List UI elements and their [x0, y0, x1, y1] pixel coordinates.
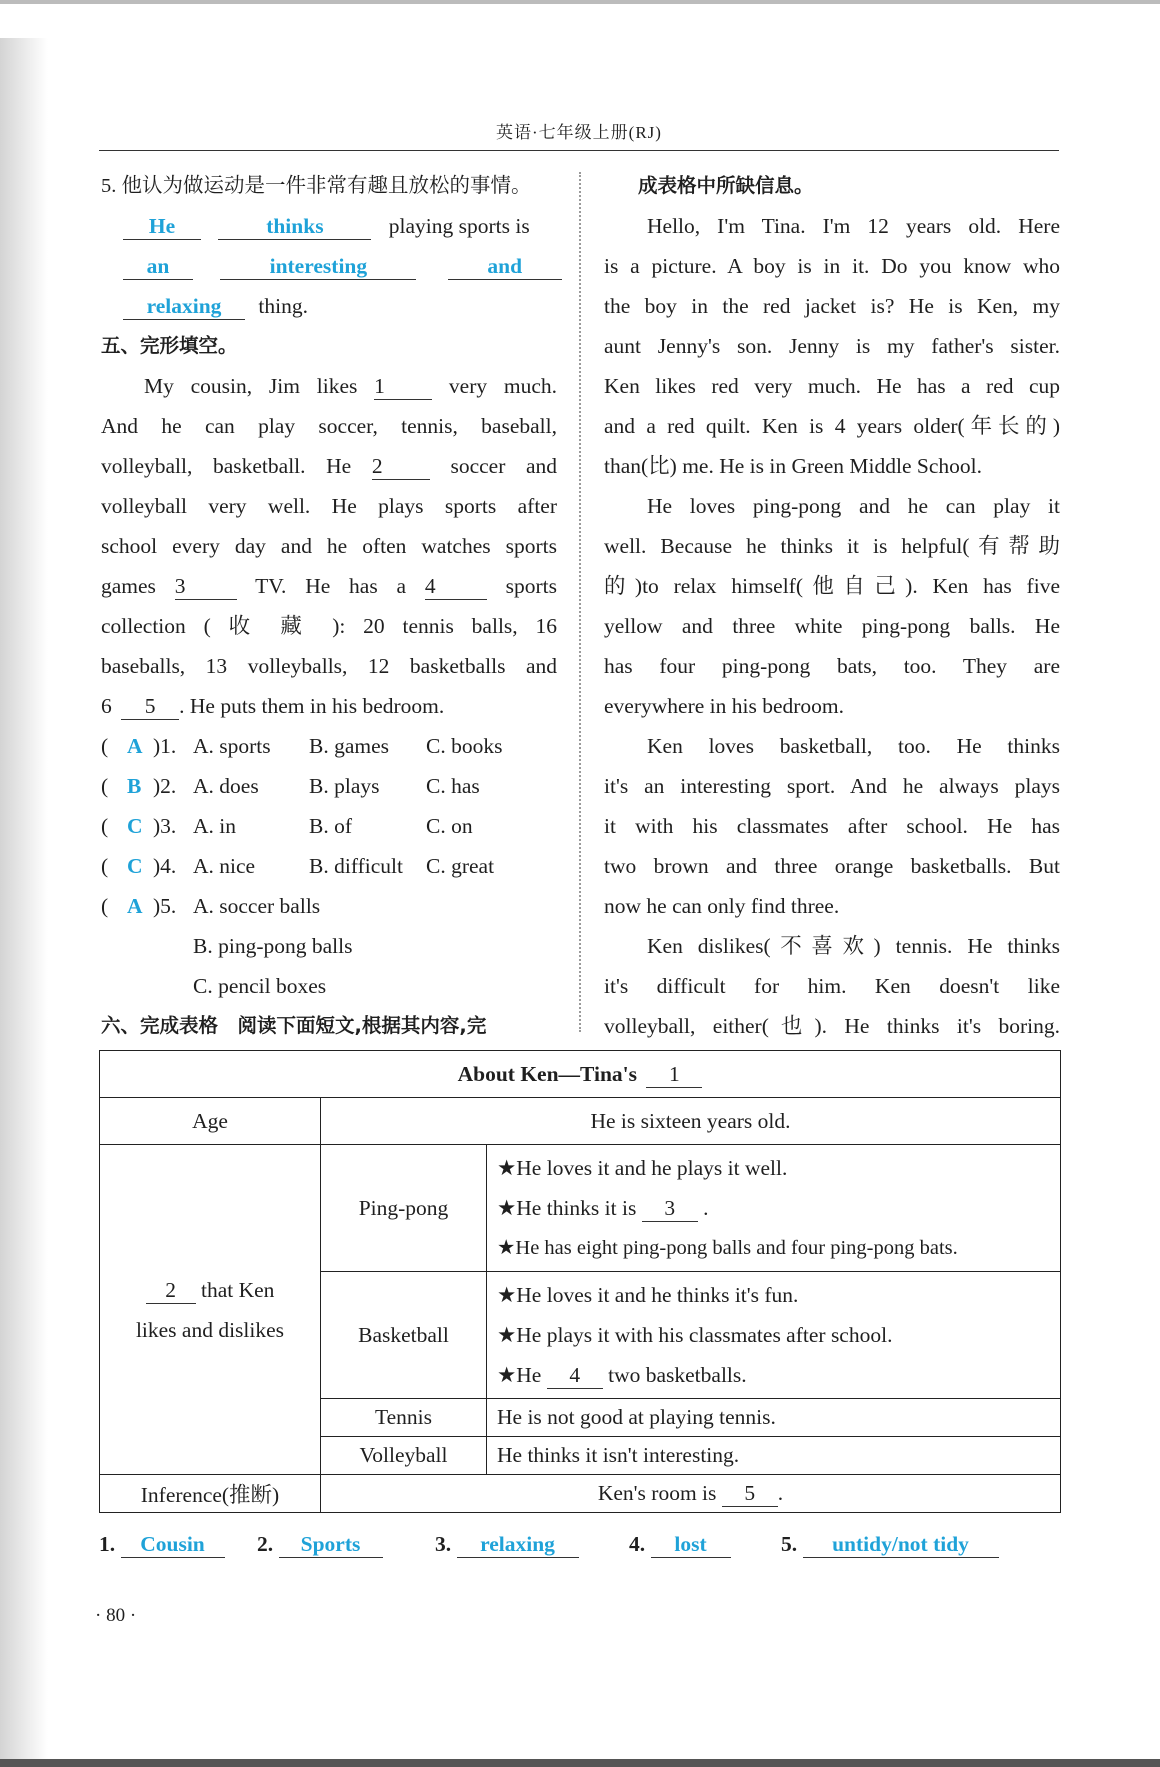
cloze-text: sports [505, 574, 558, 598]
passage-line: Ken likes red very much. He has a red cup [604, 374, 1060, 398]
table-blank-3: 3 [642, 1195, 698, 1222]
likes-label: that Ken [200, 1277, 275, 1302]
q5-line-3 [101, 286, 557, 326]
passage-line: everywhere in his bedroom. [604, 694, 845, 718]
table-title: About Ken—Tina's [457, 1061, 638, 1086]
option-a: A. soccer balls [193, 894, 321, 918]
passage-line: now he can only find three. [604, 894, 840, 918]
inference-text: . [777, 1481, 784, 1505]
info-table [99, 1050, 1061, 1513]
page-number: · 80 · [95, 1605, 137, 1626]
cloze-line-8: baseballs, 13 volleyballs, 12 basketballs and [101, 654, 557, 678]
answer-number: 2. [257, 1532, 274, 1556]
answer-4 [629, 1531, 731, 1558]
option-b: B. games [309, 734, 390, 758]
option-a: A. in [193, 814, 236, 838]
detail-text: two basketballs. [608, 1363, 747, 1387]
passage-line: it with his classmates after school. He has [604, 814, 1060, 838]
pingpong-details [487, 1145, 1061, 1272]
option-row-5 [101, 886, 557, 926]
cloze-text: . He puts them in his bedroom. [179, 694, 445, 718]
cloze-blank-2: 2 [372, 453, 430, 480]
table-blank-5: 5 [722, 1480, 778, 1507]
option-c: C. on [426, 814, 473, 838]
cloze-text: games [101, 574, 156, 598]
choice-answer: A [127, 894, 143, 918]
table-blank-1: 1 [646, 1061, 702, 1088]
q5-answer-interesting: interesting [220, 253, 416, 280]
star-icon: ★ [497, 1156, 517, 1180]
passage-line: and a red quilt. Ken is 4 years older(年长的) [604, 414, 1060, 438]
passage-line: it's an interesting sport. And he always plays [604, 774, 1060, 798]
cloze-line-7: collection ( 收 藏 ): 20 tennis balls, 16 [101, 614, 557, 638]
choice-answer: A [127, 734, 143, 758]
cloze-blank-5: 5 [121, 693, 179, 720]
passage-line: Ken loves basketball, too. He thinks [647, 734, 1060, 758]
pingpong-item-3 [497, 1228, 1050, 1268]
option-a: A. does [193, 774, 259, 798]
answer-2 [257, 1531, 383, 1558]
table-blank-4: 4 [547, 1362, 603, 1389]
q5-answer-relaxing: relaxing [123, 293, 245, 320]
paren: ( [101, 734, 109, 758]
option-row-5c [101, 966, 557, 1006]
cloze-line-4: volleyball very well. He plays sports after [101, 494, 557, 518]
cloze-blank-3: 3 [175, 573, 237, 600]
passage-line: aunt Jenny's son. Jenny is my father's sister. [604, 334, 1060, 358]
passage-line: Ken dislikes(不喜欢) tennis. He thinks [647, 934, 1060, 958]
question-number: )2. [153, 774, 177, 798]
detail-text: He plays it with his classmates after school. [516, 1323, 893, 1347]
q5-chinese: 5. 他认为做运动是一件非常有趣且放松的事情。 [101, 175, 532, 197]
section-6-heading: 六、完成表格 阅读下面短文,根据其内容,完 [101, 1014, 487, 1037]
option-c: C. pencil boxes [193, 974, 327, 998]
option-row-1 [101, 726, 557, 766]
volleyball-value: He thinks it isn't interesting. [487, 1437, 1061, 1475]
option-row-4 [101, 846, 557, 886]
choice-answer: B [127, 774, 142, 798]
likes-label: likes and dislikes [135, 1317, 285, 1342]
answer-number: 1. [99, 1532, 116, 1556]
q5-line-1 [101, 206, 557, 246]
question-number: )1. [153, 734, 177, 758]
detail-text: He has eight ping-pong balls and four ping-pong bats. [515, 1237, 958, 1259]
cloze-text: TV. He has a [255, 574, 407, 598]
cloze-line-9 [101, 686, 557, 726]
passage-line: volleyball, either(也). He thinks it's boring. [604, 1014, 1060, 1038]
section-5-heading: 五、完形填空。 [101, 334, 238, 357]
q5-answer-thinks: thinks [218, 213, 371, 240]
option-row-2 [101, 766, 557, 806]
option-b: B. of [309, 814, 352, 838]
column-divider [579, 172, 581, 1032]
answer-5 [781, 1531, 999, 1558]
passage-line: yellow and three white ping-pong balls. He [604, 614, 1060, 638]
star-icon: ★ [497, 1323, 517, 1347]
header-title: 英语·七年级上册(RJ) [496, 123, 662, 142]
detail-text: He [516, 1363, 542, 1387]
answer-1 [99, 1531, 225, 1558]
pingpong-item-1 [497, 1148, 1050, 1188]
age-label: Age [100, 1098, 321, 1145]
option-c: C. books [426, 734, 503, 758]
star-icon: ★ [497, 1237, 516, 1259]
pingpong-item-2 [497, 1188, 1050, 1228]
star-icon: ★ [497, 1196, 517, 1220]
table-row-inference [100, 1475, 1061, 1513]
top-border [0, 0, 1160, 4]
answer-value: lost [651, 1531, 731, 1558]
bottom-border [0, 1759, 1160, 1767]
basketball-item-3 [497, 1355, 1050, 1395]
passage-line: is a picture. A boy is in it. Do you know who [604, 254, 1060, 278]
tennis-label: Tennis [321, 1399, 487, 1437]
option-a: A. sports [193, 734, 271, 758]
option-row-5b [101, 926, 557, 966]
passage-line: Hello, I'm Tina. I'm 12 years old. Here [647, 214, 1060, 238]
q5-answer-he: He [123, 213, 201, 240]
option-c: C. great [426, 854, 495, 878]
table-row-age [100, 1098, 1061, 1145]
option-b: B. plays [309, 774, 380, 798]
inference-text: Ken's room is [597, 1481, 717, 1505]
option-c: C. has [426, 774, 480, 798]
choice-answer: C [127, 814, 143, 838]
passage-line: two brown and three orange basketballs. But [604, 854, 1060, 878]
table-row-pingpong [100, 1145, 1061, 1272]
cloze-line-6 [101, 566, 557, 606]
paren: ( [101, 894, 109, 918]
option-a: A. nice [193, 854, 256, 878]
tennis-value: He is not good at playing tennis. [487, 1399, 1061, 1437]
likes-dislikes-cell [100, 1145, 321, 1475]
cloze-line-1 [101, 366, 557, 406]
q5-answer-and: and [448, 253, 562, 280]
cloze-text: My cousin, Jim likes [144, 374, 358, 398]
basketball-label: Basketball [321, 1272, 487, 1399]
answer-value: untidy/not tidy [803, 1531, 999, 1558]
cloze-line-2: And he can play soccer, tennis, baseball, [101, 414, 557, 438]
paren: ( [101, 814, 109, 838]
question-number: )4. [153, 854, 177, 878]
answer-3 [435, 1531, 579, 1558]
cloze-line-3 [101, 446, 557, 486]
paren: ( [101, 854, 109, 878]
answer-value: relaxing [457, 1531, 579, 1558]
pingpong-label: Ping-pong [321, 1145, 487, 1272]
question-number: )5. [153, 894, 177, 918]
detail-text: He thinks it is [516, 1196, 637, 1220]
option-row-3 [101, 806, 557, 846]
answer-number: 5. [781, 1532, 798, 1556]
table-blank-2: 2 [146, 1277, 196, 1304]
choice-answer: C [127, 854, 143, 878]
answer-key [99, 1531, 1059, 1571]
star-icon: ★ [497, 1283, 517, 1307]
age-value: He is sixteen years old. [321, 1098, 1061, 1145]
q5-text-2: thing. [258, 294, 308, 318]
page-header [99, 118, 1059, 151]
inference-label: Inference(推断) [100, 1475, 321, 1513]
paren: ( [101, 774, 109, 798]
option-b: B. ping-pong balls [193, 934, 353, 958]
inference-value [321, 1475, 1061, 1513]
detail-text: He loves it and he plays it well. [516, 1156, 788, 1180]
cloze-text: 6 [101, 694, 112, 718]
passage-line: has four ping-pong bats, too. They are [604, 654, 1060, 678]
q5-line-2 [101, 246, 557, 286]
passage-line: it's difficult for him. Ken doesn't like [604, 974, 1060, 998]
passage-line: than(比) me. He is in Green Middle School. [604, 454, 982, 478]
detail-text: He loves it and he thinks it's fun. [516, 1283, 799, 1307]
q5-answer-an: an [123, 253, 193, 280]
basketball-item-1 [497, 1275, 1050, 1315]
basketball-details [487, 1272, 1061, 1399]
answer-number: 4. [629, 1532, 646, 1556]
answer-value: Sports [279, 1531, 383, 1558]
option-b: B. difficult [309, 854, 403, 878]
basketball-item-2 [497, 1315, 1050, 1355]
detail-text: . [703, 1196, 709, 1220]
passage-line: the boy in the red jacket is? He is Ken, my [604, 294, 1060, 318]
passage-line: well. Because he thinks it is helpful(有帮助 [604, 534, 1060, 558]
right-column [604, 166, 1060, 1046]
answer-number: 3. [435, 1532, 452, 1556]
q5-text-1: playing sports is [388, 214, 530, 238]
passage-line: 的)to relax himself(他自己). Ken has five [604, 574, 1060, 598]
left-column [101, 166, 557, 1046]
passage-line: He loves ping-pong and he can play it [647, 494, 1060, 518]
cloze-text: soccer and [450, 454, 558, 478]
cloze-text: very much. [448, 374, 558, 398]
volleyball-label: Volleyball [321, 1437, 487, 1475]
cloze-blank-1: 1 [374, 373, 432, 400]
table-title-row [100, 1051, 1061, 1098]
cloze-blank-4: 4 [425, 573, 487, 600]
answer-value: Cousin [121, 1531, 225, 1558]
question-number: )3. [153, 814, 177, 838]
cloze-line-5: school every day and he often watches sports [101, 534, 557, 558]
section-6-heading-cont: 成表格中所缺信息。 [638, 174, 814, 197]
star-icon: ★ [497, 1363, 517, 1387]
page-edge-shadow [0, 38, 48, 1759]
cloze-text: volleyball, basketball. He [101, 454, 352, 478]
table-title-cell [100, 1051, 1061, 1098]
